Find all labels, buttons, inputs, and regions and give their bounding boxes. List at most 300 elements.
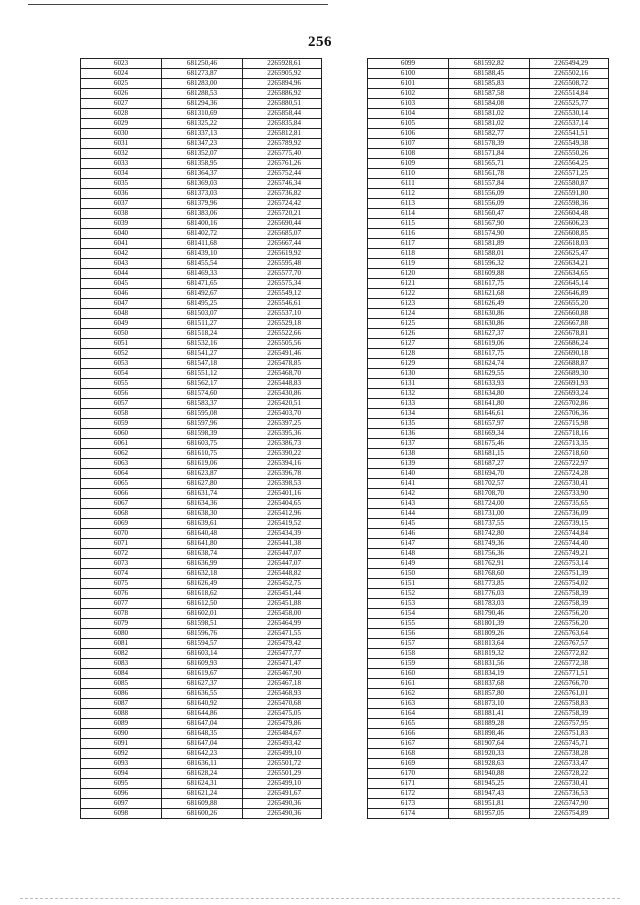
y-coordinate-cell: 2265471,47 [243,659,322,669]
x-coordinate-cell: 681628,24 [162,769,243,779]
table-row [368,179,609,189]
x-coordinate-cell: 681469,33 [162,269,243,279]
table-row [368,289,609,299]
table-row [81,539,322,549]
y-coordinate-cell: 2265537,14 [530,119,609,129]
table-row [81,619,322,629]
y-coordinate-cell: 2265420,51 [243,399,322,409]
table-row [81,99,322,109]
x-coordinate-cell: 681578,39 [449,139,530,149]
x-coordinate-cell: 681889,28 [449,719,530,729]
table-row [368,809,609,819]
point-number-cell: 6136 [368,429,449,439]
x-coordinate-cell: 681574,60 [162,389,243,399]
x-coordinate-cell: 681731,00 [449,509,530,519]
point-number-cell: 6168 [368,749,449,759]
y-coordinate-cell: 2265758,39 [530,709,609,719]
x-coordinate-cell: 681638,74 [162,549,243,559]
x-coordinate-cell: 681756,36 [449,549,530,559]
y-coordinate-cell: 2265812,81 [243,129,322,139]
point-number-cell: 6151 [368,579,449,589]
table-row [81,399,322,409]
table-row [368,589,609,599]
y-coordinate-cell: 2265756,20 [530,609,609,619]
table-row [368,719,609,729]
y-coordinate-cell: 2265667,88 [530,319,609,329]
point-number-cell: 6111 [368,179,449,189]
table-row [81,229,322,239]
point-number-cell: 6123 [368,299,449,309]
y-coordinate-cell: 2265693,24 [530,389,609,399]
x-coordinate-cell: 681675,46 [449,439,530,449]
table-row [81,469,322,479]
table-row [81,339,322,349]
point-number-cell: 6055 [81,379,162,389]
table-row [81,789,322,799]
x-coordinate-cell: 681574,90 [449,229,530,239]
table-row [368,229,609,239]
y-coordinate-cell: 2265618,03 [530,239,609,249]
y-coordinate-cell: 2265718,16 [530,429,609,439]
table-row [368,369,609,379]
x-coordinate-cell: 681561,78 [449,169,530,179]
y-coordinate-cell: 2265401,16 [243,489,322,499]
x-coordinate-cell: 681588,45 [449,69,530,79]
point-number-cell: 6069 [81,519,162,529]
x-coordinate-cell: 681609,88 [162,799,243,809]
point-number-cell: 6138 [368,449,449,459]
x-coordinate-cell: 681471,65 [162,279,243,289]
x-coordinate-cell: 681857,80 [449,689,530,699]
point-number-cell: 6096 [81,789,162,799]
table-row [368,409,609,419]
y-coordinate-cell: 2265645,14 [530,279,609,289]
point-number-cell: 6108 [368,149,449,159]
x-coordinate-cell: 681627,37 [162,679,243,689]
y-coordinate-cell: 2265746,34 [243,179,322,189]
table-row [81,389,322,399]
y-coordinate-cell: 2265598,36 [530,199,609,209]
point-number-cell: 6159 [368,659,449,669]
y-coordinate-cell: 2265546,61 [243,299,322,309]
x-coordinate-cell: 681503,07 [162,309,243,319]
x-coordinate-cell: 681632,18 [162,569,243,579]
table-row [368,159,609,169]
table-row [81,559,322,569]
table-row [368,579,609,589]
y-coordinate-cell: 2265591,80 [530,189,609,199]
x-coordinate-cell: 681776,03 [449,589,530,599]
y-coordinate-cell: 2265501,72 [243,759,322,769]
point-number-cell: 6121 [368,279,449,289]
point-number-cell: 6056 [81,389,162,399]
y-coordinate-cell: 2265494,29 [530,59,609,69]
y-coordinate-cell: 2265451,88 [243,599,322,609]
point-number-cell: 6127 [368,339,449,349]
point-number-cell: 6099 [368,59,449,69]
point-number-cell: 6124 [368,309,449,319]
point-number-cell: 6035 [81,179,162,189]
point-number-cell: 6025 [81,79,162,89]
y-coordinate-cell: 2265529,18 [243,319,322,329]
x-coordinate-cell: 681641,80 [449,399,530,409]
x-coordinate-cell: 681364,37 [162,169,243,179]
point-number-cell: 6082 [81,649,162,659]
y-coordinate-cell: 2265688,87 [530,359,609,369]
table-row [81,179,322,189]
point-number-cell: 6074 [81,569,162,579]
y-coordinate-cell: 2265477,77 [243,649,322,659]
table-row [81,589,322,599]
table-row [368,269,609,279]
y-coordinate-cell: 2265685,07 [243,229,322,239]
table-row [81,369,322,379]
x-coordinate-cell: 681945,25 [449,779,530,789]
point-number-cell: 6084 [81,669,162,679]
table-row [81,89,322,99]
x-coordinate-cell: 681294,36 [162,99,243,109]
y-coordinate-cell: 2265886,92 [243,89,322,99]
table-row [81,69,322,79]
table-row [81,329,322,339]
point-number-cell: 6078 [81,609,162,619]
table-row [368,549,609,559]
point-number-cell: 6046 [81,289,162,299]
y-coordinate-cell: 2265775,40 [243,149,322,159]
y-coordinate-cell: 2265467,90 [243,669,322,679]
point-number-cell: 6155 [368,619,449,629]
y-coordinate-cell: 2265722,97 [530,459,609,469]
table-row [81,709,322,719]
table-row [81,759,322,769]
table-row [81,129,322,139]
table-row [368,789,609,799]
x-coordinate-cell: 681581,02 [449,109,530,119]
point-number-cell: 6064 [81,469,162,479]
table-row [368,99,609,109]
x-coordinate-cell: 681638,30 [162,509,243,519]
point-number-cell: 6039 [81,219,162,229]
y-coordinate-cell: 2265468,93 [243,689,322,699]
point-number-cell: 6032 [81,149,162,159]
x-coordinate-cell: 681657,97 [449,419,530,429]
y-coordinate-cell: 2265537,10 [243,309,322,319]
table-row [81,239,322,249]
point-number-cell: 6049 [81,319,162,329]
table-row [81,499,322,509]
y-coordinate-cell: 2265736,09 [530,509,609,519]
y-coordinate-cell: 2265499,10 [243,749,322,759]
y-coordinate-cell: 2265749,21 [530,549,609,559]
x-coordinate-cell: 681325,22 [162,119,243,129]
table-row [368,449,609,459]
y-coordinate-cell: 2265751,39 [530,569,609,579]
table-row [81,519,322,529]
y-coordinate-cell: 2265398,53 [243,479,322,489]
y-coordinate-cell: 2265530,14 [530,109,609,119]
table-row [368,239,609,249]
x-coordinate-cell: 681702,57 [449,479,530,489]
point-number-cell: 6167 [368,739,449,749]
point-number-cell: 6085 [81,679,162,689]
y-coordinate-cell: 2265736,53 [530,789,609,799]
y-coordinate-cell: 2265761,01 [530,689,609,699]
table-row [81,449,322,459]
x-coordinate-cell: 681352,07 [162,149,243,159]
point-number-cell: 6062 [81,449,162,459]
point-number-cell: 6161 [368,679,449,689]
y-coordinate-cell: 2265404,65 [243,499,322,509]
x-coordinate-cell: 681337,13 [162,129,243,139]
point-number-cell: 6077 [81,599,162,609]
table-row [81,809,322,819]
x-coordinate-cell: 681873,10 [449,699,530,709]
point-number-cell: 6051 [81,339,162,349]
y-coordinate-cell: 2265502,16 [530,69,609,79]
y-coordinate-cell: 2265508,72 [530,79,609,89]
table-row [368,319,609,329]
x-coordinate-cell: 681951,81 [449,799,530,809]
x-coordinate-cell: 681646,61 [449,409,530,419]
point-number-cell: 6030 [81,129,162,139]
point-number-cell: 6113 [368,199,449,209]
y-coordinate-cell: 2265447,07 [243,559,322,569]
table-row [368,329,609,339]
point-number-cell: 6080 [81,629,162,639]
table-row [368,189,609,199]
point-number-cell: 6063 [81,459,162,469]
y-coordinate-cell: 2265491,67 [243,789,322,799]
table-row [368,249,609,259]
x-coordinate-cell: 681627,80 [162,479,243,489]
y-coordinate-cell: 2265928,61 [243,59,322,69]
y-coordinate-cell: 2265718,60 [530,449,609,459]
x-coordinate-cell: 681603,75 [162,439,243,449]
point-number-cell: 6170 [368,769,449,779]
point-number-cell: 6122 [368,289,449,299]
x-coordinate-cell: 681742,80 [449,529,530,539]
x-coordinate-cell: 681547,18 [162,359,243,369]
table-row [368,339,609,349]
point-number-cell: 6146 [368,529,449,539]
point-number-cell: 6112 [368,189,449,199]
y-coordinate-cell: 2265395,36 [243,429,322,439]
table-row [368,169,609,179]
x-coordinate-cell: 681598,51 [162,619,243,629]
y-coordinate-cell: 2265479,42 [243,639,322,649]
point-number-cell: 6118 [368,249,449,259]
y-coordinate-cell: 2265479,86 [243,719,322,729]
table-row [81,269,322,279]
point-number-cell: 6087 [81,699,162,709]
x-coordinate-cell: 681567,90 [449,219,530,229]
x-coordinate-cell: 681595,08 [162,409,243,419]
table-row [368,499,609,509]
point-number-cell: 6071 [81,539,162,549]
y-coordinate-cell: 2265752,44 [243,169,322,179]
x-coordinate-cell: 681773,85 [449,579,530,589]
y-coordinate-cell: 2265514,84 [530,89,609,99]
y-coordinate-cell: 2265905,92 [243,69,322,79]
x-coordinate-cell: 681587,58 [449,89,530,99]
y-coordinate-cell: 2265396,78 [243,469,322,479]
x-coordinate-cell: 681551,12 [162,369,243,379]
point-number-cell: 6142 [368,489,449,499]
point-number-cell: 6065 [81,479,162,489]
table-row [368,469,609,479]
y-coordinate-cell: 2265491,46 [243,349,322,359]
table-row [368,559,609,569]
x-coordinate-cell: 681647,04 [162,739,243,749]
x-coordinate-cell: 681627,37 [449,329,530,339]
y-coordinate-cell: 2265571,25 [530,169,609,179]
x-coordinate-cell: 681411,68 [162,239,243,249]
point-number-cell: 6072 [81,549,162,559]
point-number-cell: 6029 [81,119,162,129]
table-row [81,199,322,209]
table-row [368,759,609,769]
table-row [81,349,322,359]
y-coordinate-cell: 2265738,28 [530,749,609,759]
point-number-cell: 6153 [368,599,449,609]
point-number-cell: 6094 [81,769,162,779]
table-row [81,749,322,759]
point-number-cell: 6033 [81,159,162,169]
y-coordinate-cell: 2265397,25 [243,419,322,429]
point-number-cell: 6042 [81,249,162,259]
x-coordinate-cell: 681724,00 [449,499,530,509]
x-coordinate-cell: 681648,35 [162,729,243,739]
point-number-cell: 6034 [81,169,162,179]
y-coordinate-cell: 2265789,92 [243,139,322,149]
y-coordinate-cell: 2265490,36 [243,809,322,819]
y-coordinate-cell: 2265505,56 [243,339,322,349]
point-number-cell: 6047 [81,299,162,309]
point-number-cell: 6023 [81,59,162,69]
table-row [368,769,609,779]
y-coordinate-cell: 2265490,36 [243,799,322,809]
y-coordinate-cell: 2265606,23 [530,219,609,229]
top-rule [28,4,328,5]
table-row [368,279,609,289]
table-row [81,259,322,269]
table-row [368,519,609,529]
point-number-cell: 6038 [81,209,162,219]
y-coordinate-cell: 2265564,25 [530,159,609,169]
table-row [368,219,609,229]
point-number-cell: 6158 [368,649,449,659]
table-row [368,439,609,449]
x-coordinate-cell: 681634,80 [449,389,530,399]
point-number-cell: 6140 [368,469,449,479]
x-coordinate-cell: 681644,86 [162,709,243,719]
x-coordinate-cell: 681636,99 [162,559,243,569]
point-number-cell: 6101 [368,79,449,89]
x-coordinate-cell: 681940,88 [449,769,530,779]
table-row [368,389,609,399]
y-coordinate-cell: 2265452,75 [243,579,322,589]
y-coordinate-cell: 2265434,39 [243,529,322,539]
x-coordinate-cell: 681621,68 [449,289,530,299]
point-number-cell: 6141 [368,479,449,489]
point-number-cell: 6061 [81,439,162,449]
x-coordinate-cell: 681642,23 [162,749,243,759]
y-coordinate-cell: 2265724,42 [243,199,322,209]
x-coordinate-cell: 681581,89 [449,239,530,249]
y-coordinate-cell: 2265577,70 [243,269,322,279]
x-coordinate-cell: 681596,76 [162,629,243,639]
point-number-cell: 6174 [368,809,449,819]
table-row [368,569,609,579]
point-number-cell: 6075 [81,579,162,589]
table-row [81,319,322,329]
table-row [81,639,322,649]
table-row [368,79,609,89]
table-row [368,669,609,679]
table-row [81,289,322,299]
y-coordinate-cell: 2265549,12 [243,289,322,299]
table-row [81,359,322,369]
x-coordinate-cell: 681831,56 [449,659,530,669]
x-coordinate-cell: 681560,47 [449,209,530,219]
y-coordinate-cell: 2265766,70 [530,679,609,689]
x-coordinate-cell: 681583,37 [162,399,243,409]
point-number-cell: 6066 [81,489,162,499]
point-number-cell: 6106 [368,129,449,139]
x-coordinate-cell: 681612,50 [162,599,243,609]
x-coordinate-cell: 681609,88 [449,269,530,279]
point-number-cell: 6152 [368,589,449,599]
x-coordinate-cell: 681633,93 [449,379,530,389]
x-coordinate-cell: 681556,09 [449,189,530,199]
point-number-cell: 6164 [368,709,449,719]
point-number-cell: 6068 [81,509,162,519]
x-coordinate-cell: 681310,69 [162,109,243,119]
point-number-cell: 6036 [81,189,162,199]
table-row [81,249,322,259]
y-coordinate-cell: 2265634,65 [530,269,609,279]
y-coordinate-cell: 2265690,18 [530,349,609,359]
y-coordinate-cell: 2265403,70 [243,409,322,419]
x-coordinate-cell: 681556,09 [449,199,530,209]
x-coordinate-cell: 681358,95 [162,159,243,169]
point-number-cell: 6109 [368,159,449,169]
y-coordinate-cell: 2265767,57 [530,639,609,649]
y-coordinate-cell: 2265690,44 [243,219,322,229]
y-coordinate-cell: 2265771,51 [530,669,609,679]
y-coordinate-cell: 2265467,18 [243,679,322,689]
point-number-cell: 6058 [81,409,162,419]
x-coordinate-cell: 681639,61 [162,519,243,529]
y-coordinate-cell: 2265744,40 [530,539,609,549]
y-coordinate-cell: 2265720,21 [243,209,322,219]
y-coordinate-cell: 2265756,20 [530,619,609,629]
y-coordinate-cell: 2265660,88 [530,309,609,319]
table-row [81,529,322,539]
point-number-cell: 6076 [81,589,162,599]
y-coordinate-cell: 2265475,05 [243,709,322,719]
x-coordinate-cell: 681783,03 [449,599,530,609]
point-number-cell: 6143 [368,499,449,509]
y-coordinate-cell: 2265758,39 [530,599,609,609]
table-row [81,189,322,199]
x-coordinate-cell: 681581,02 [449,119,530,129]
y-coordinate-cell: 2265730,41 [530,479,609,489]
x-coordinate-cell: 681624,74 [449,359,530,369]
y-coordinate-cell: 2265689,30 [530,369,609,379]
table-row [368,489,609,499]
x-coordinate-cell: 681630,86 [449,319,530,329]
